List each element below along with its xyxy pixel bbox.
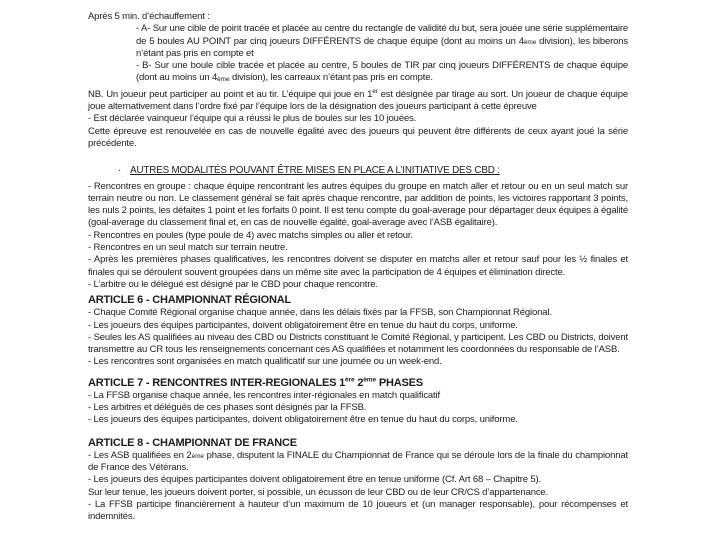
article-line: - Chaque Comité Régional organise chaque année, dans les délais fixés par la FFSB, son Championnat Régional. [88,307,552,319]
article-body [88,390,628,427]
modalites-heading-text: AUTRES MODALITÉS POUVANT ÊTRE MISES EN PLACE A L’INITIATIVE DES CBD : [130,165,500,177]
article-section [88,437,628,524]
modalites-item: - Rencontres en groupe : chaque équipe rencontrant les autres équipes du groupe en match aller et retour ou en un seul match sur terrain neutre ou non. Le classement général se fait après chaque rencontre, par addition de points, les victoires rapportant 3 points, les nuls 2 points, les défaites 1 point et les forfaits 0 point. Il est tenu compte du goal-average pour départager deux équipes à égalité (goal-average du classement final et, en cas de nouvelle égalité, goal-average avec l’ASB égalitaire). [88,180,628,229]
article-section [88,377,628,427]
intro-item: - B- Sur une boule cible tracée et placée au centre, 5 boules de TIR par cinq joueurs DIFFÉRENTS de chaque équipe (dont au moins un 4ème division), les carreaux n’étant pas pris en compte. [136,60,628,84]
article-line: - Les joueurs des équipes participantes, doivent obligatoirement être en tenue du haut du corps, uniforme. [88,319,518,331]
intro-item: - A- Sur une cible de point tracée et placée au centre du rectangle de validité du but, sera jouée une série supplémentaire de 5 boules AU POINT par cinq joueurs DIFFÉRENTS de chaque équipe (dont au moins un 4ème division), les biberons n’étant pas pris en compte et [136,23,628,59]
modalites-heading [88,165,628,177]
article-line: Sur leur tenue, les joueurs doivent porter, si possible, un écusson de leur CBD ou de leur CR/CS d’appartenance. [88,486,549,498]
nb-line: Cette épreuve est renouvelée en cas de nouvelle égalité avec des joueurs qui peuvent être différents de ceux ayant joué la série précédente. [88,125,628,149]
article-line: - Les rencontres sont organisées en match qualificatif sur une journée ou un week-end. [88,356,442,368]
article-line: - La FFSB organise chaque année, les rencontres inter-régionales en match qualificatif [88,389,440,401]
modalites-item: - Rencontres en un seul match sur terrain neutre. [88,242,288,254]
article-section [88,294,628,368]
modalites-item: - Rencontres en poules (type poule de 4) avec matchs simples ou aller et retour. [88,229,413,241]
article-line: - La FFSB participe financièrement à hauteur d’un maximum de 10 joueurs et (un manager responsable), pour récompenses et indemnités. [88,498,628,523]
nb-paragraph [88,89,628,150]
articles [88,294,628,523]
article-title: ARTICLE 6 - CHAMPIONNAT RÉGIONAL [88,294,292,307]
article-line: - Les ASB qualifiées en 2ème phase, disputent la FINALE du Championnat de France qui se déroule lors de la finale du championnat de France des Vétérans. [88,449,628,473]
modalites-item: - L’arbitre ou le délégué est désigné par le CBD pour chaque rencontre. [88,278,378,290]
nb-line: - Est déclarée vainqueur l’équipe qui a réussi le plus de boules sur les 10 jouées. [88,113,417,125]
nb-line: NB. Un joueur peut participer au point et au tir. L’équipe qui joue en 1er est désignée par tirage au sort. Un joueur de chaque équipe joue alternativement dans l’ordre fixé par l’équipe lors de la désignation des joueurs participant à cette épreuve [88,87,628,113]
article-body [88,307,628,368]
modalites-item: - Après les premières phases qualificatives, les rencontres doivent se disputer en matchs aller et retour sauf pour les ½ finales et finales qui se déroulent souvent groupées dans un même site avec la participation de 4 équipes et élimination directe. [88,254,628,278]
article-line: - Seules les AS qualifiées au niveau des CBD ou Districts constituant le Comité Régional, y participent. Les CBD ou Districts, doivent transmettre au CR tous les renseignements concernant ces AS qualifiées et notamment les coordonnées du responsable de l’ASB. [88,331,628,356]
article-body [88,450,628,524]
article-line: - Les joueurs des équipes participantes doivent obligatoirement être en tenue uniforme (Cf. Art 68 – Chapitre 5). [88,474,542,486]
modalites-items [88,181,628,292]
article-title: ARTICLE 7 - RENCONTRES INTER-REGIONALES 1ère 2ème PHASES [88,376,423,389]
intro-lead: Après 5 min. d’échauffement : [88,11,210,22]
article-line: - Les arbitres et délégués de ces phases sont désignés par la FFSB. [88,402,367,414]
intro-items [136,23,628,84]
article-line: - Les joueurs des équipes participantes, doivent obligatoirement être en tenue du haut du corps, uniforme. [88,414,518,426]
bullet-marker: · [118,165,122,177]
article-title: ARTICLE 8 - CHAMPIONNAT DE FRANCE [88,436,297,449]
